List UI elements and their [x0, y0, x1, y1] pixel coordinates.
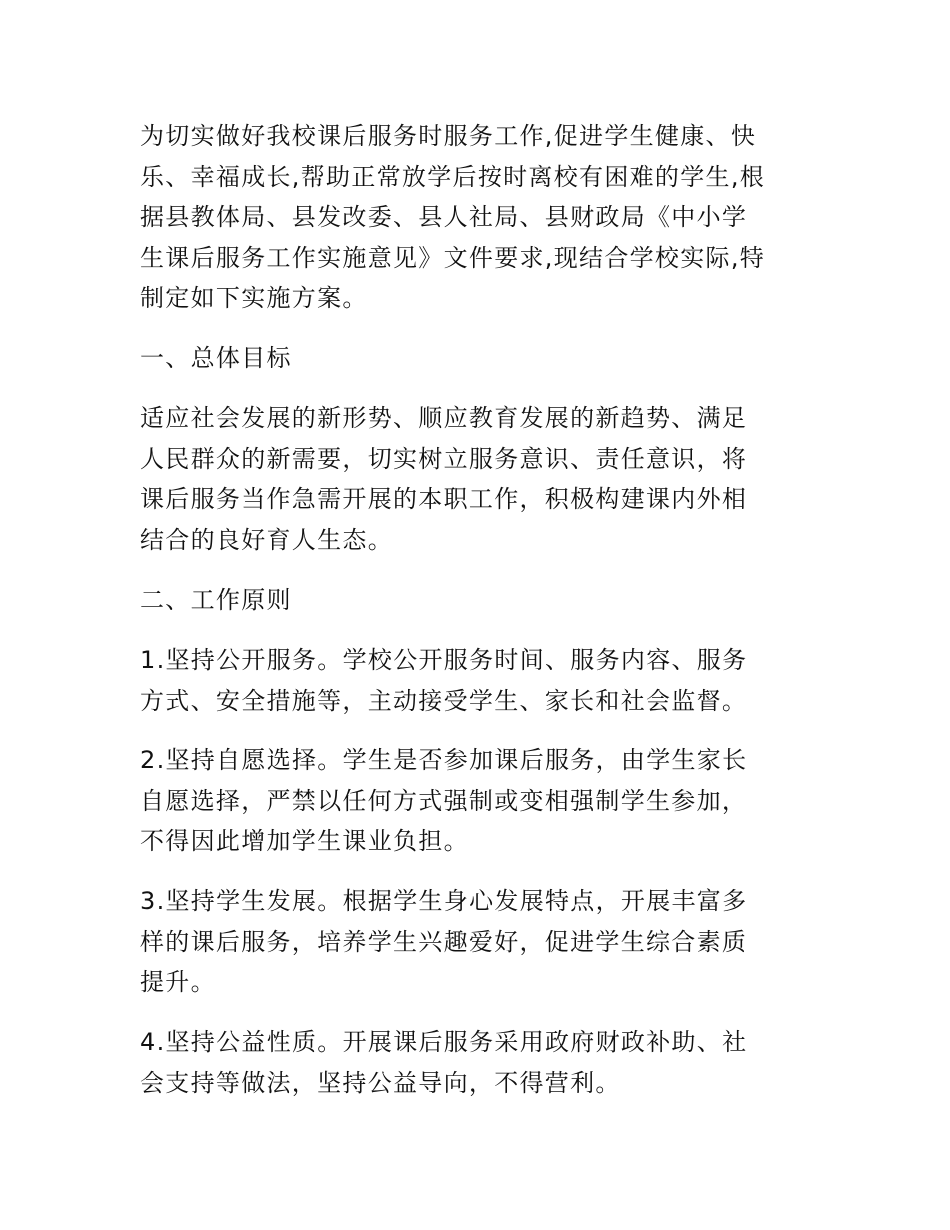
principle2-line-1: 2.坚持自愿选择。学生是否参加课后服务，由学生家长 — [140, 746, 748, 774]
principle4-paragraph — [140, 1022, 820, 1103]
intro-line-2: 乐、幸福成长,帮助正常放学后按时离校有困难的学生,根 — [140, 162, 766, 191]
intro-line-5: 制定如下实施方案。 — [140, 284, 368, 312]
principle3-line-3: 提升。 — [140, 968, 216, 996]
principle1-paragraph — [140, 640, 820, 721]
intro-paragraph — [140, 116, 820, 319]
intro-line-3: 据县教体局、县发改委、县人社局、县财政局《中小学 — [140, 203, 748, 231]
principle2-line-2: 自愿选择，严禁以任何方式强制或变相强制学生参加， — [140, 786, 748, 815]
principle1-line-1: 1.坚持公开服务。学校公开服务时间、服务内容、服务 — [140, 646, 748, 674]
section1-line-2: 人民群众的新需要，切实树立服务意识、责任意识，将 — [140, 444, 748, 473]
principle3-line-1: 3.坚持学生发展。根据学生身心发展特点，开展丰富多 — [140, 887, 748, 915]
principle4-line-2: 会支持等做法，坚持公益导向，不得营利。 — [140, 1068, 621, 1097]
section2-heading-text: 二、工作原则 — [140, 586, 292, 614]
section1-line-1: 适应社会发展的新形势、顺应教育发展的新趋势、满足 — [140, 404, 748, 432]
intro-line-1: 为切实做好我校课后服务时服务工作,促进学生健康、快 — [140, 122, 757, 150]
section1-heading-text: 一、总体目标 — [140, 344, 292, 372]
section1-line-4: 结合的良好育人生态。 — [140, 525, 393, 554]
principle2-paragraph — [140, 740, 820, 862]
principle3-line-2: 样的课后服务，培养学生兴趣爱好，促进学生综合素质 — [140, 927, 748, 956]
principle2-line-3: 不得因此增加学生课业负担。 — [140, 827, 469, 855]
principle1-line-2: 方式、安全措施等，主动接受学生、家长和社会监督。 — [140, 686, 748, 715]
principle3-paragraph — [140, 881, 820, 1003]
principle4-line-1: 4.坚持公益性质。开展课后服务采用政府财政补助、社 — [140, 1028, 748, 1056]
intro-line-4: 生课后服务工作实施意见》文件要求,现结合学校实际,特 — [140, 243, 766, 272]
section1-heading — [140, 338, 820, 379]
section1-line-3: 课后服务当作急需开展的本职工作，积极构建课内外相 — [140, 485, 748, 513]
section2-heading — [140, 580, 820, 621]
section1-paragraph — [140, 398, 820, 560]
